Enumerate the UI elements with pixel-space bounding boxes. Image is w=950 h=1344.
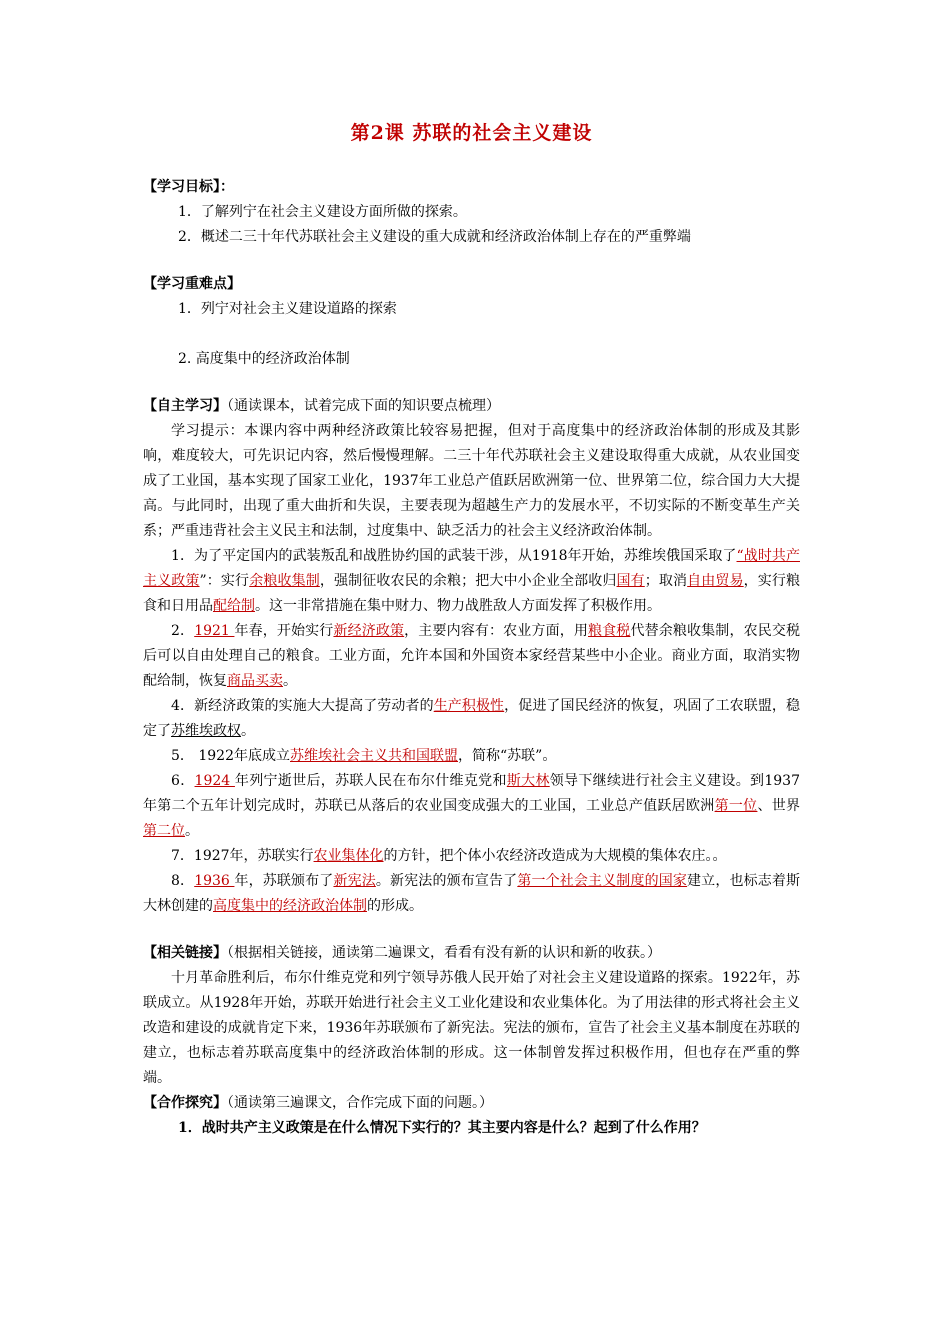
answer-blank: 配给制 (213, 598, 255, 614)
links-text: 十月革命胜利后，布尔什维克党和列宁领导苏俄人民开始了对社会主义建设道路的探索。1922年，苏联成立。从1928年开始，苏联开始进行社会主义工业化建设和农业集体化。为了用法律的形式将社会主义改造和建设的成就肯定下来，1936年苏联颁布了新宪法。宪法的颁布，宣告了社会主义基本制度在苏联的建立，也标志着苏联高度集中的经济政治体制的形成。这一体制曾发挥过积极作用，但也存在严重的弊端。 (143, 970, 800, 1086)
text-run: 年春，开始实行 (234, 623, 334, 639)
text-run: 。 (241, 723, 255, 739)
answer-blank: 余粮收集制 (249, 573, 320, 589)
text-run: 的方针，把个体小农经济改造成为大规模的集体农庄。。 (383, 848, 727, 864)
self-study-heading-label: 【自主学习】 (143, 398, 227, 414)
answer-blank: 苏维埃政权 (171, 723, 241, 739)
answer-blank: 第二位 (143, 823, 185, 839)
answer-blank: 斯大林 (506, 773, 550, 789)
answer-blank: 自由贸易 (687, 573, 744, 589)
question-1: 1．战时共产主义政策是在什么情况下实行的？其主要内容是什么？起到了什么作用？ (178, 1120, 706, 1136)
links-note: （根据相关链接，通读第二遍课文，看看有没有新的认识和新的收获。） (227, 945, 661, 961)
answer-blank: 新经济政策 (333, 623, 405, 639)
text-run: 代替余粮收集制，农民交税后可以自由处理自己的粮食。工业方面，允许本国和外国资本家经营某些中小企业。商业方面，取消实物配给制，恢复 (143, 623, 801, 689)
text-run: 4．新经济政策的实施大大提高了劳动者的 (171, 698, 434, 714)
text-run: ，简称“苏联”。 (458, 748, 557, 764)
text-run: 年，苏联颁布了 (234, 873, 334, 889)
key-points-heading: 【学习重难点】 (143, 276, 241, 292)
text-run: ；取消 (644, 573, 688, 589)
text-run: 1．为了平定国内的武装叛乱和战胜协约国的武装干涉，从1918年开始，苏维埃俄国采取了 (171, 548, 737, 564)
text-run: 年列宁逝世后，苏联人民在布尔什维克党和 (234, 773, 507, 789)
text-run: ，强制征收农民的余粮；把大中小企业全部收归 (319, 573, 617, 589)
answer-blank: 1921 (194, 623, 235, 639)
answer-blank: 苏维埃社会主义共和国联盟 (290, 748, 458, 764)
page-title: 第2课 苏联的社会主义建设 (350, 122, 593, 144)
links-heading-label: 【相关链接】 (143, 945, 227, 961)
self-study-note: （通读课本，试着完成下面的知识要点梳理） (227, 398, 500, 414)
text-run: ，促进了国民经济的恢复，巩固了工农联盟，稳定了 (143, 698, 801, 739)
text-run: 领导下继续进行社会主义建设。到1937年第二个五年计划完成时，苏联已从落后的农业国变成强大的工业国，工业总产值跃居欧洲 (143, 773, 800, 814)
answer-blank: 第一位 (714, 798, 758, 814)
answer-blank: 粮食税 (588, 623, 631, 639)
objective-item: 1．了解列宁在社会主义建设方面所做的探索。 (178, 204, 467, 220)
links-heading (143, 941, 800, 966)
answer-blank: 1924 (194, 773, 235, 789)
answer-blank: 生产积极性 (433, 698, 505, 714)
text-run: 、世界 (757, 798, 801, 814)
knowledge-point-2 (143, 619, 800, 694)
answer-blank: 国有 (616, 573, 645, 589)
text-run: 的形成。 (367, 898, 423, 914)
text-run: 建立，也标志着斯大林创建的 (143, 873, 801, 914)
text-run: 7．1927年，苏联实行 (171, 848, 314, 864)
knowledge-point-1 (143, 544, 800, 619)
knowledge-point-7 (143, 844, 800, 869)
text-run: ”：实行 (199, 573, 250, 589)
answer-blank: 1936 (194, 873, 235, 889)
answer-blank: 商品买卖 (227, 673, 283, 689)
text-run: ，主要内容有：农业方面，用 (404, 623, 589, 639)
knowledge-point-5 (143, 744, 800, 769)
text-run: 。 (283, 673, 297, 689)
answer-blank: “战时共产主义政策 (143, 548, 800, 589)
knowledge-point-6 (143, 769, 800, 844)
text-run: 2． (171, 623, 195, 639)
answer-blank: 新宪法 (333, 873, 376, 889)
key-point-item: 2. 高度集中的经济政治体制 (178, 351, 350, 367)
cooperation-heading (143, 1091, 800, 1116)
answer-blank: 第一个社会主义制度的国家 (517, 873, 688, 889)
self-study-heading (143, 394, 800, 419)
cooperation-heading-label: 【合作探究】 (143, 1095, 227, 1111)
objectives-heading: 【学习目标】： (143, 179, 234, 195)
answer-blank: 农业集体化 (313, 848, 384, 864)
text-run: 。新宪法的颁布宣告了 (375, 873, 518, 889)
knowledge-point-4 (143, 694, 800, 744)
key-point-item: 1．列宁对社会主义建设道路的探索 (178, 301, 397, 317)
objective-item: 2．概述二三十年代苏联社会主义建设的重大成就和经济政治体制上存在的严重弊端 (178, 229, 691, 245)
study-tip: 学习提示：本课内容中两种经济政策比较容易把握，但对于高度集中的经济政治体制的形成及其影响，难度较大，可先识记内容，然后慢慢理解。二三十年代苏联社会主义建设取得重大成就，从农业国变成了工业国，基本实现了国家工业化，1937年工业总产值跃居欧洲第一位、世界第二位，综合国力大大提高。与此同时，出现了重大曲折和失误，主要表现为超越生产力的发展水平，不切实际的不断变革生产关系；严重违背社会主义民主和法制，过度集中、缺乏活力的社会主义经济政治体制。 (143, 423, 800, 539)
text-run: 6． (171, 773, 195, 789)
knowledge-point-8 (143, 869, 800, 919)
text-run: 。 (185, 823, 199, 839)
text-run: 5． 1922年底成立 (171, 748, 290, 764)
cooperation-note: （通读第三遍课文，合作完成下面的问题。） (227, 1095, 493, 1111)
text-run: 。这一非常措施在集中财力、物力战胜敌人方面发挥了积极作用。 (255, 598, 661, 614)
answer-blank: 高度集中的经济政治体制 (213, 898, 367, 914)
text-run: 8． (171, 873, 195, 889)
text-run: ，实行粮食和日用品 (143, 573, 801, 614)
